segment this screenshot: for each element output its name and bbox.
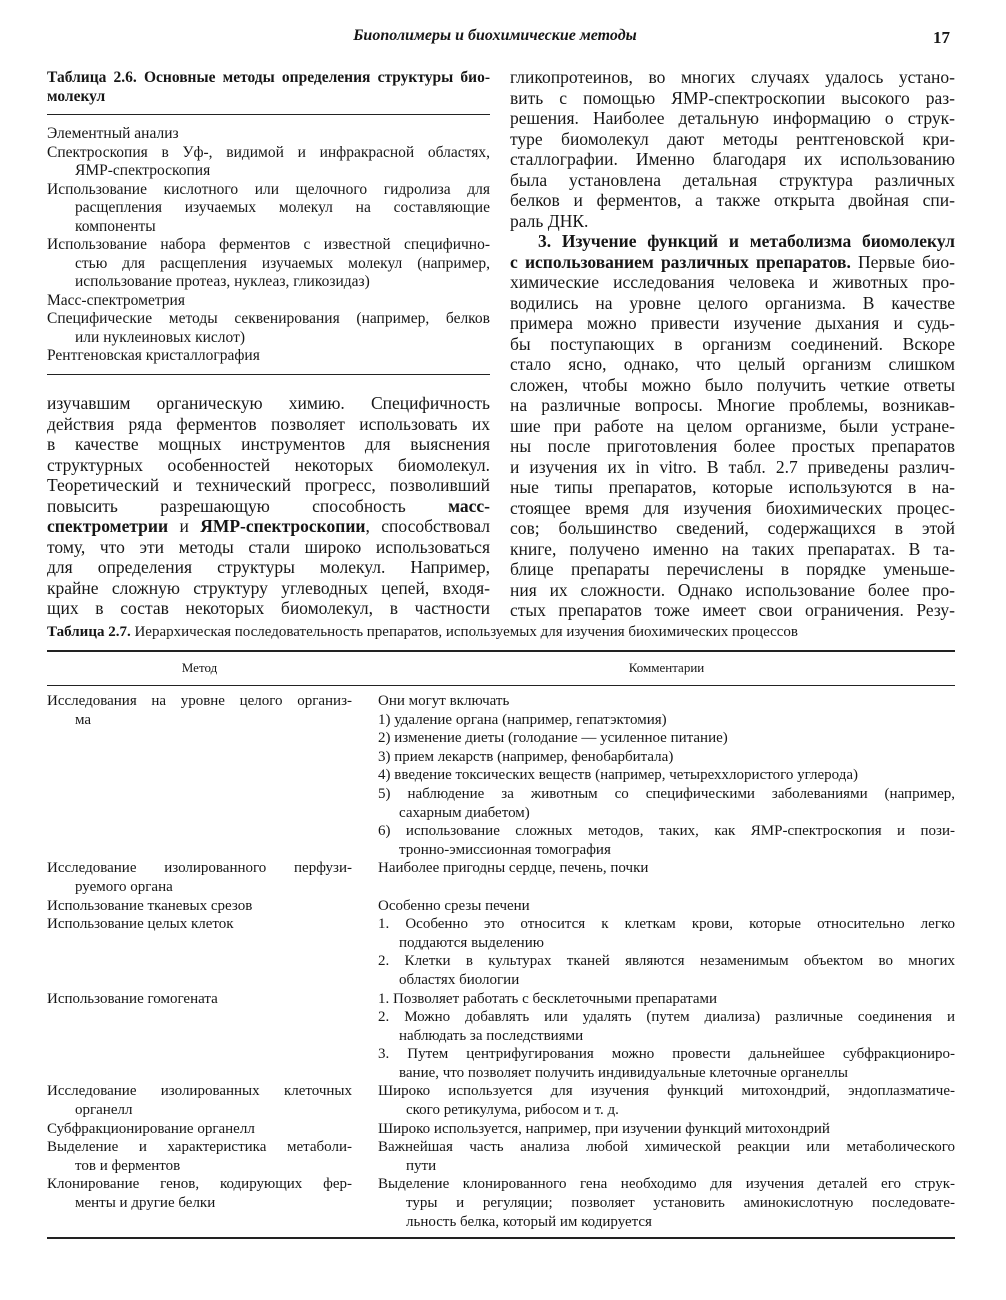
text-line: туре биомолекул дают методы рентгеновской кри- [510,128,955,149]
table-rule [47,1237,955,1239]
comment-entry [378,1045,955,1082]
text-line: вание, что позволяет получить индивидуальные клеточные органеллы [399,1064,848,1081]
text-span: Основные методы определения структуры био- [136,69,490,86]
text-line [510,231,955,252]
comment-entry [378,915,955,952]
text-line: стью для расщепления изучаемых молекул (например, [75,254,490,272]
text-line: сахарным диабетом) [399,804,530,821]
text-line: сталлографии. Именно благодаря их использованию [510,149,955,169]
text-line [47,516,490,537]
comment-entry [378,990,955,1009]
bold-text: 3. Изучение функций и метаболизма биомолекул [538,231,955,251]
comment-entry [378,1082,955,1119]
bold-text: спектрометрии [47,516,169,536]
text-line: 2. Клетки в культурах тканей являются незаменимым объектом во многих [378,953,955,970]
text-line: льность белка, который им кодируется [406,1213,652,1230]
comment-cell [378,897,955,916]
method-cell [47,897,352,916]
text-line [47,68,490,87]
comment-cell [378,990,955,1083]
text-line: тому, что эти методы стали широко использоваться [47,536,490,557]
table-2-6-item [47,125,490,144]
table-2-6-item [47,347,490,366]
comment-entry [378,729,955,748]
text-line [510,252,955,273]
text-line: примера можно привести изучение дыхания и судь- [510,313,955,333]
text-line: Спектроскопия в Уф-, видимой и инфракрасной областях, [47,143,490,161]
text-line: 5) наблюдение за животным со специфическими заболеваниями (например, [378,785,955,802]
text-line: Важнейшая часть анализа любой химической реакции или метаболического [378,1139,955,1156]
text-line: Они могут включать [378,693,510,709]
text-line: Широко используется, например, при изучении функций митохондрий [378,1120,830,1137]
comment-cell [378,915,955,989]
table-2-6-item [47,310,490,347]
text-line: ского ретикулума, рибосом и т. д. [406,1102,619,1119]
text-line: наблюдать за последствиями [399,1027,584,1044]
text-line: Масс-спектрометрия [47,291,185,309]
text-line: белков и ферментов, а также открыта двойная спи- [510,190,955,210]
comment-entry [378,748,955,767]
text-line: ния их сложности. Однако использование более про- [510,579,955,600]
text-line: структурных особенностей некоторых биомолекул. [47,454,490,475]
comment-entry [378,1120,955,1139]
text-line: решения. Наиболее детальную информацию о струк- [510,108,955,128]
text-line: Выделение клонированного гена необходимо для изучения деталей его струк- [378,1176,955,1193]
comment-cell [378,1082,955,1119]
text-line: и изучения их in vitro. В табл. 2.7 приведены различ- [510,456,955,477]
text-line: блице препараты перечислены в порядке уменьше- [510,559,955,579]
text-line: книге, получено именно на таких препаратах. В та- [510,538,955,559]
text-line: Использование набора ферментов с известной специфично- [47,236,490,253]
text-line: крайне сложную структуру углеводных цепей, входя- [47,577,490,598]
text-line: 6) использование сложных методов, таких, как ЯМР-спектроскопия и пози- [378,823,955,840]
text-line: действия ряда ферментов позволяет использовать их [47,413,490,434]
comment-cell [378,692,955,859]
text-line: на различные вопросы. Многие проблемы, возникав- [510,395,955,415]
text-line: Использование тканевых срезов [47,897,253,914]
text-line: щих в состав некоторых биомолекул, в частности [47,598,490,618]
comment-cell [378,1120,955,1139]
paragraph [510,67,955,231]
text-line: шие при работе на целом организме, были устране- [510,415,955,436]
text-line: тронно-эмиссионная томография [399,841,611,858]
text-line: Субфракционирование органелл [47,1120,255,1137]
table-2-6-caption [47,68,490,106]
bold-text: ЯМР-спектроскопии [200,516,366,536]
text-line: водились на уровне целого организма. В качестве [510,292,955,313]
text-line: туры и регуляции; позволяет установить аминокислотную последовате- [406,1195,955,1212]
text-line: Наиболее пригодны сердце, печень, почки [378,860,649,877]
text-line: тов и ферментов [75,1157,181,1174]
table-row [47,990,955,1083]
text-line: Клонирование генов, кодирующих фер- [47,1176,352,1193]
comment-entry [378,1175,955,1231]
text-line: Использование кислотного или щелочного гидролиза для [47,180,490,198]
text-line: стоящее время для изучения биохимических процес- [510,497,955,518]
method-cell [47,859,352,896]
table-row [47,1138,955,1175]
text-line: поддаются выделению [399,934,544,951]
text-line: 1) удаление органа (например, гепатэктомия) [378,711,667,728]
table-2-6 [47,68,490,375]
text-line: Особенно срезы печени [378,897,530,914]
table-body [47,686,955,1231]
text-line: 3) прием лекарств (например, фенобарбитала) [378,748,674,765]
table-2-6-items [47,125,490,366]
text-line: стало ясно, однако, что целый организм слишком [510,354,955,374]
text-line: Использование гомогената [47,990,218,1007]
text-line: Широко используется для изучения функций митохондрий, эндоплазматиче- [378,1083,955,1100]
text-line: была установлена детальная структура различных [510,169,955,190]
text-line: 3. Путем центрифугирования можно провести дальнейшее субфракциониро- [378,1046,955,1063]
text-line: Рентгеновская кристаллография [47,347,260,364]
text-line: пути [406,1157,437,1174]
text-line: гликопротеинов, во многих случаях удалось устано- [510,67,955,87]
text-line: ЯМР-спектроскопия [75,162,211,179]
table-2-7-label: Таблица 2.7. [47,624,131,640]
text-line: руемого органа [75,878,173,895]
table-rule [47,374,490,375]
method-cell [47,1138,352,1175]
table-2-6-item [47,144,490,181]
text-line: 1. Особенно это относится к клеткам крови, которые относительно легко [378,916,955,933]
bold-text: масс- [448,495,490,516]
text-span: , способствовал [365,516,490,536]
text-span: Первые био- [850,251,955,272]
comment-cell [378,859,955,896]
table-row [47,692,955,859]
table-2-6-item [47,236,490,292]
comment-entry [378,859,955,878]
comment-cell [378,1138,955,1175]
text-line: стых препаратов тоже имеет свои ограничения. Резу- [510,600,955,620]
table-2-6-item [47,181,490,237]
text-line: молекул [47,88,106,105]
text-line: менты и другие белки [75,1195,216,1212]
comment-entry [378,897,955,916]
text-line: 2. Можно добавлять или удалять (путем диализа) различные соединения и [378,1009,955,1026]
right-column-text [510,67,955,621]
text-line: ны после приготовления более простых препаратов [510,436,955,456]
left-column-text [47,393,490,619]
table-2-6-item [47,292,490,311]
method-cell [47,692,352,859]
text-line: сов; большинство сведений, содержащихся в этой [510,518,955,538]
text-line: бы поступающих в организм соединений. Вскоре [510,333,955,354]
comment-entry [378,952,955,989]
text-span: повысить разрешающую способность [47,495,449,516]
text-line: 4) введение токсических веществ (например, четыреххлористого углерода) [378,767,858,784]
comment-entry [378,711,955,730]
bold-text: с использованием различных препаратов. [510,251,851,272]
text-line: Исследование изолированных клеточных [47,1083,352,1100]
text-line: Исследование изолированного перфузи- [47,860,352,877]
method-cell [47,1120,352,1139]
text-line: раль ДНК. [510,210,589,231]
text-line: или нуклеиновых кислот) [75,328,246,346]
method-cell [47,1175,352,1231]
comment-entry [378,766,955,785]
text-line: областях биологии [399,971,520,988]
comment-cell [378,1175,955,1231]
comment-entry [378,785,955,822]
text-line: вить с помощью ЯМР-спектроскопии высокого раз- [510,87,955,108]
text-line: Исследования на уровне целого организ- [47,693,352,709]
method-cell [47,915,352,989]
table-row [47,1120,955,1139]
table-2-7-title: Иерархическая последовательность препаратов, используемых для изучения биохимических процессов [130,624,799,640]
column-header-comments: Комментарии [628,660,705,676]
text-line: Теоретический и технический прогресс, позволивший [47,475,490,495]
method-cell [47,990,352,1083]
text-line: Выделение и характеристика метаболи- [47,1139,352,1156]
text-line: ма [75,711,92,728]
text-line: Использование целых клеток [47,916,234,933]
text-line: сложен, чтобы можно было получить четкие ответы [510,374,955,395]
table-2-7-caption [47,624,932,641]
text-line [47,496,490,517]
column-header-method: Метод [181,660,218,676]
table-row [47,859,955,896]
running-header: Биополимеры и биохимические методы [353,27,637,44]
bold-text: Таблица 2.6. [47,69,137,86]
table-row [47,897,955,916]
text-line: изучавшим органическую химию. Специфичность [47,393,490,413]
paragraph [510,231,955,621]
text-line: органелл [75,1102,133,1119]
text-line: химические исследования человека и животных про- [510,272,955,292]
text-line: 1. Позволяет работать с бесклеточными препаратами [378,990,718,1007]
text-line: Специфические методы секвенирования (например, белков [47,310,490,327]
comment-entry [378,1138,955,1175]
comment-entry [378,692,955,711]
text-span: и [168,516,201,536]
text-line: ные типы препаратов, которые используются в на- [510,477,955,497]
table-row [47,1175,955,1231]
comment-entry [378,1008,955,1045]
text-line: компоненты [75,217,156,235]
text-line: Элементный анализ [47,125,179,142]
table-row [47,1082,955,1119]
text-line: 2) изменение диеты (голодание — усиленное питание) [378,730,728,747]
table-header [47,652,955,685]
page-number: 17 [933,28,950,47]
text-line: в качестве мощных инструментов для выяснения [47,434,490,454]
text-line: для определения структуры молекул. Например, [47,557,490,577]
text-line: использование протеаз, нуклеаз, гликозидаз) [75,273,370,290]
table-rule [47,114,490,115]
comment-entry [378,822,955,859]
method-cell [47,1082,352,1119]
table-2-7 [47,650,955,1239]
text-line: расщепления изучаемых молекул на составляющие [75,199,490,216]
table-row [47,915,955,989]
